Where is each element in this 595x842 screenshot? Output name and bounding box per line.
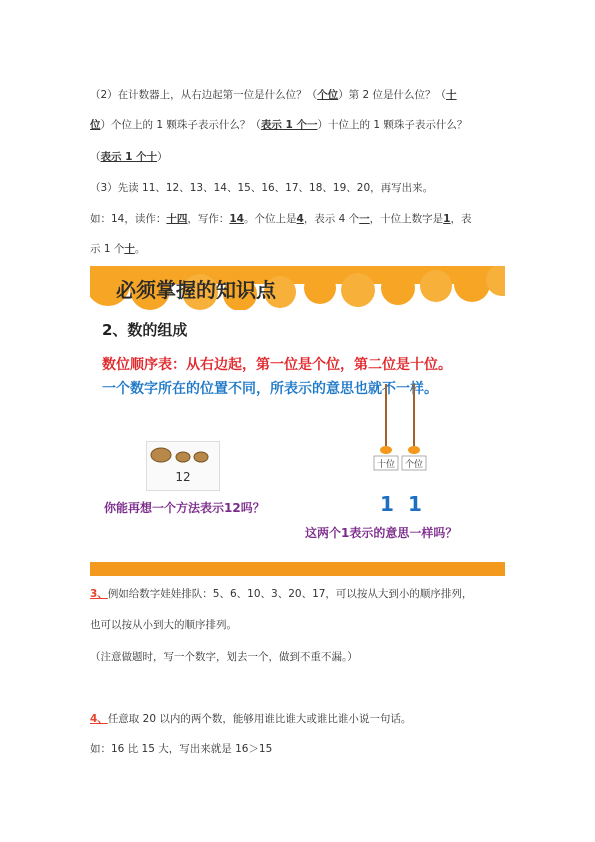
place-value-rule: 数位顺序表：从右边起，第一位是个位，第二位是十位。 — [102, 357, 452, 373]
para2-line1 — [90, 88, 457, 102]
para5-line2: 如：16 比 15 大，写出来就是 16＞15 — [90, 743, 273, 755]
text: 。 — [134, 243, 146, 255]
text: 。个位上是 — [244, 213, 297, 225]
digit-ones: 1 — [408, 492, 422, 516]
beans-icon — [147, 442, 219, 468]
answer-one-unit: 表示 1 个一 — [260, 119, 318, 131]
panel-bottom-bar — [90, 562, 505, 576]
para4-line1 — [90, 587, 472, 601]
panel-title: 必须掌握的知识点 — [116, 278, 276, 302]
text: ，表 — [450, 213, 472, 225]
text: 示 1 个 — [90, 243, 125, 255]
text: （ — [90, 151, 101, 163]
beads-card — [146, 441, 220, 491]
answer-tens-digit: 1 — [443, 213, 451, 225]
ones-label: 个位 — [404, 460, 424, 470]
answer-tens: 十 — [446, 89, 457, 101]
place-value-rule-2: 一个数字所在的位置不同，所表示的意思也就不一样。 — [102, 381, 438, 397]
digit-tens: 1 — [380, 492, 394, 516]
para3-example — [90, 212, 471, 226]
para2-line2 — [90, 118, 467, 132]
text: ） — [157, 151, 168, 163]
answer-ten-unit: 表示 1 个十 — [100, 151, 158, 163]
para3-example-cont — [90, 242, 145, 256]
tens-label: 十位 — [376, 460, 396, 470]
knowledge-panel — [90, 266, 505, 576]
text: ）个位上的 1 颗珠子表示什么？（ — [100, 119, 261, 131]
para4-note: （注意做题时，写一个数字，划去一个，做到不重不漏。） — [90, 651, 358, 663]
text: 例如给数字娃娃排队：5、6、10、3、20、17，可以按从大到小的顺序排列， — [107, 588, 473, 600]
text: ，表示 4 个 — [303, 213, 360, 225]
answer-unit: 一 — [359, 213, 370, 225]
section-number: 3、 — [90, 588, 108, 600]
text: ）十位上的 1 颗珠子表示什么？ — [317, 119, 468, 131]
text: 任意取 20 以内的两个数，能够用谁比谁大或谁比谁小说一句话。 — [107, 713, 412, 725]
question-right: 这两个1表示的意思一样吗？ — [305, 526, 458, 540]
para2-line3 — [90, 150, 168, 164]
para3-line1: （3）先读 11、12、13、14、15、16、17、18、19、20，再写出来。 — [90, 182, 434, 194]
text: ，十位上数字是 — [369, 213, 444, 225]
text: （2）在计数器上，从右边起第一位是什么位？（ — [90, 89, 318, 101]
question-left: 你能再想一个方法表示12吗？ — [104, 501, 265, 515]
answer-read: 十四 — [166, 213, 188, 225]
answer-write: 14 — [229, 213, 244, 225]
para5-line1 — [90, 712, 411, 726]
panel-subtitle: 2、数的组成 — [102, 321, 188, 339]
text: 如：14，读作： — [90, 213, 167, 225]
answer-ones: 个位 — [317, 89, 339, 101]
answer-ones-digit: 4 — [296, 213, 304, 225]
answer-ten-unit: 十 — [124, 243, 135, 255]
section-number: 4、 — [90, 713, 108, 725]
answer-tens-cont: 位 — [90, 119, 101, 131]
beads-number: 12 — [175, 470, 191, 484]
para4-line2: 也可以按从小到大的顺序排列。 — [90, 619, 237, 631]
text: ，写作： — [187, 213, 230, 225]
text: ）第 2 位是什么位？（ — [338, 89, 447, 101]
